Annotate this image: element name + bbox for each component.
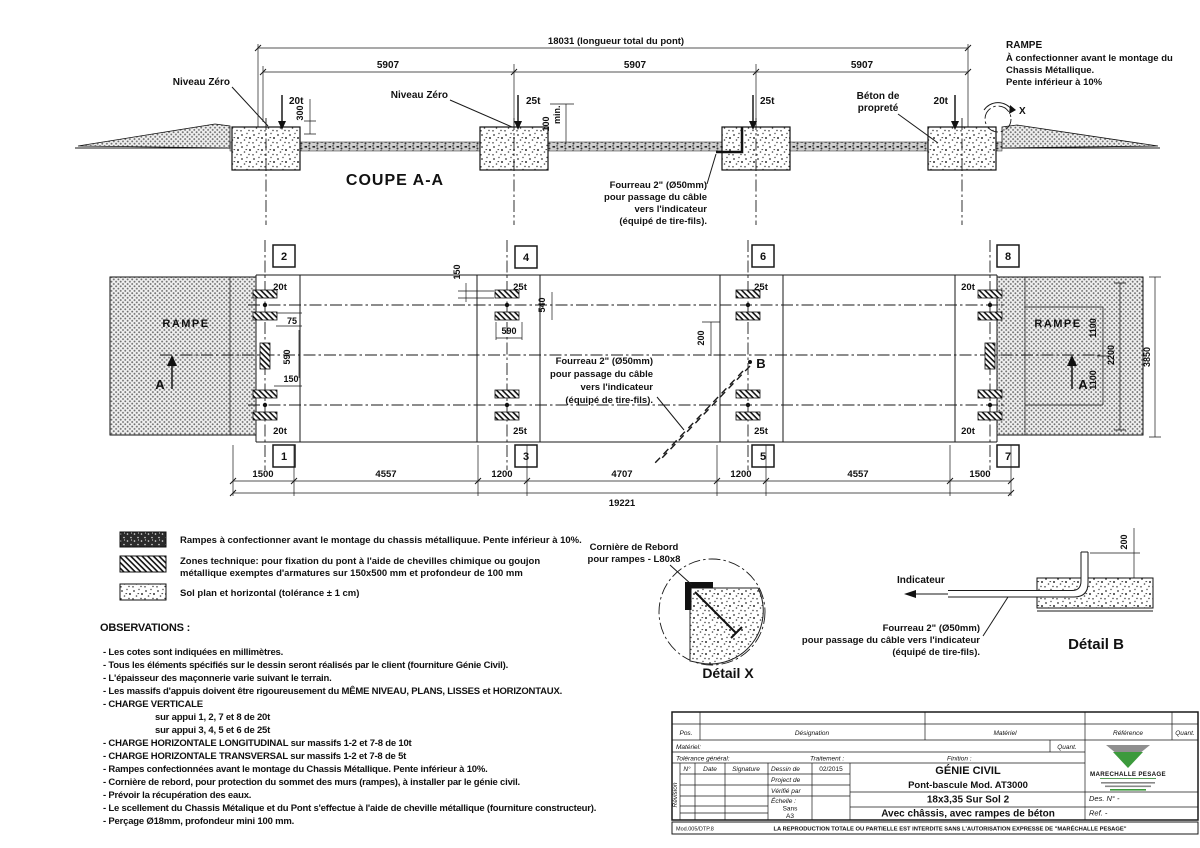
dim-total-19221: 19221	[608, 498, 636, 509]
tb-project-de: Project de	[771, 777, 801, 784]
plan-load-s78-top: 20t	[961, 282, 975, 293]
dim-span-1: 5907	[376, 60, 400, 71]
tb-materiel-label: Matériel:	[676, 744, 701, 751]
detail-b	[802, 528, 1153, 658]
observations	[100, 622, 596, 827]
dim-1100-top: 1100	[1088, 318, 1098, 338]
dim-150-top: 150	[452, 264, 462, 280]
observation-13: - Perçage Ø18mm, profondeur mini 100 mm.	[103, 816, 295, 827]
fourreau-note-p1: Fourreau 2" (Ø50mm)	[555, 356, 653, 367]
ramp-left-section	[78, 124, 230, 148]
dim-150-left: 150	[283, 374, 299, 384]
load-label-1: 20t	[289, 96, 304, 107]
legend-swatch-sol	[120, 584, 166, 600]
bottom-dim-0: 1500	[252, 469, 274, 480]
dim-total-pont: 18031 (longueur total du pont)	[547, 36, 685, 47]
bottom-dim-2: 1200	[491, 469, 513, 480]
plan-load-s56-top: 25t	[754, 282, 768, 293]
legend-item-3: Sol plan et horizontal (tolérance ± 1 cm)	[180, 588, 360, 599]
detail-b-dim-200: 200	[1119, 534, 1129, 550]
legend-swatch-rampes	[120, 532, 166, 547]
tb-echelle-label: Échelle :	[771, 798, 796, 805]
tb-header-materiel: Matériel	[993, 730, 1017, 737]
legend-swatch-zones	[120, 556, 166, 572]
corniere-note-2: pour rampes - L80x8	[587, 554, 681, 565]
corniere-note-1: Cornière de Rebord	[589, 542, 679, 553]
bottom-dim-6: 1500	[969, 469, 991, 480]
bottom-dim-5: 4557	[847, 469, 869, 480]
tb-verifie-par: Vérifié par	[771, 788, 801, 795]
dim-300: 300	[295, 105, 305, 121]
tb-header-reference: Référence	[1113, 730, 1143, 737]
rampe-note-2: À confectionner avant le montage du	[1006, 53, 1173, 64]
fourreau-note-b2: pour passage du câble vers l'indicateur	[801, 635, 980, 646]
fourreau-note-b3: (équipé de tire-fils).	[892, 647, 980, 658]
dim-span-2: 5907	[623, 60, 647, 71]
fourreau-note-c4: (équipé de tire-fils).	[619, 216, 707, 227]
bottom-dim-3: 4707	[611, 469, 633, 480]
tb-dessin-de: Dessin de	[771, 766, 800, 773]
load-label-2: 25t	[526, 96, 541, 107]
detail-b-title: Détail B	[1068, 636, 1124, 653]
load-label-4: 20t	[933, 96, 948, 107]
dim-100: 100	[541, 116, 551, 132]
rampe-note-1: RAMPE	[1006, 40, 1043, 51]
rampe-right-label: RAMPE	[1034, 318, 1082, 330]
observation-10: - Cornière de rebord, pour protection du sommet des murs (rampes), à installer par le génie civil.	[103, 777, 520, 788]
dim-200: 200	[696, 330, 706, 346]
legend-item-2b: métallique exemptes d'armatures sur 150x500 mm et profondeur de 100 mm	[180, 568, 523, 579]
tb-header-designation: Désignation	[794, 730, 830, 737]
fourreau-note-c3: vers l'indicateur	[634, 204, 707, 215]
observation-11: - Prévoir la récupération des eaux.	[103, 790, 252, 801]
tb-rev-no: N°	[683, 766, 691, 773]
legend-item-2a: Zones technique: pour fixation du pont à l'aide de chevilles chimique ou goujon	[180, 556, 541, 567]
legend	[120, 532, 582, 600]
beton-de-proprete-band	[230, 142, 1002, 151]
tb-ref: Ref. -	[1089, 808, 1108, 818]
plan-load-s56-bot: 25t	[754, 426, 768, 437]
tb-title1: GÉNIE CIVIL	[935, 765, 1001, 777]
rampe-left-label: RAMPE	[162, 318, 210, 330]
observation-1: - Tous les éléments spécifiés sur le dessin seront réalisés par le client (fourniture Génie Civil).	[103, 660, 509, 671]
tb-title2: Pont-bascule Mod. AT3000	[908, 780, 1028, 791]
observation-6: sur appui 3, 4, 5 et 6 de 25t	[155, 725, 271, 736]
ramp-left-plan	[110, 277, 256, 435]
plan-load-s34-bot: 25t	[513, 426, 527, 437]
tb-revision-label: Révision	[672, 782, 679, 808]
dim-540: 540	[537, 297, 547, 313]
bottom-dim-1: 4557	[375, 469, 397, 480]
observation-2: - L'épaisseur des maçonnerie varie suivant le terrain.	[103, 673, 332, 684]
dim-590-mid: 590	[501, 326, 517, 336]
dim-590-left: 590	[282, 349, 292, 365]
fourreau-note-b1: Fourreau 2" (Ø50mm)	[882, 623, 980, 634]
dim-100-min: min.	[552, 105, 562, 124]
ramp-right-section	[1002, 125, 1158, 148]
support-3: 3	[522, 451, 530, 463]
observation-3: - Les massifs d'appuis doivent être rigoureusement du MÊME NIVEAU, PLANS, LISSES et HORIZONTAUX.	[103, 686, 563, 697]
tb-footer: LA REPRODUCTION TOTALE OU PARTIELLE EST INTERDITE SANS L'AUTORISATION EXPRESSE DE "MARÉCHALLE PESAGE"	[773, 826, 1127, 833]
dim-2200: 2200	[1106, 344, 1116, 366]
tb-finition-label: Finition :	[947, 755, 972, 763]
plan-load-s78-bot: 20t	[961, 426, 975, 437]
fourreau-note-p3: vers l'indicateur	[580, 382, 653, 393]
plan-view	[110, 240, 1161, 509]
dim-3850: 3850	[1142, 346, 1152, 368]
tb-des-no: Des. N° -	[1089, 794, 1120, 803]
support-2: 2	[280, 251, 288, 263]
support-7: 7	[1004, 451, 1012, 463]
support-4: 4	[522, 252, 530, 264]
tb-header-pos: Pos.	[679, 730, 693, 737]
observation-12: - Le scellement du Chassis Métalique et du Pont s'effectue à l'aide de cheville métallique (fourniture constructeur).	[103, 803, 597, 814]
detail-x	[588, 542, 765, 681]
support-8: 8	[1004, 251, 1012, 263]
tb-subtitle1: 18x3,35 Sur Sol 2	[926, 794, 1010, 806]
coupe-title: COUPE A-A	[345, 172, 445, 189]
point-b-label: B	[756, 356, 766, 371]
coupe-section	[75, 36, 1173, 227]
beton-proprete-label-2: propreté	[857, 103, 899, 114]
support-1: 1	[280, 451, 288, 463]
title-block	[672, 712, 1198, 834]
support-6: 6	[759, 251, 767, 263]
observation-7: - CHARGE HORIZONTALE LONGITUDINAL sur massifs 1-2 et 7-8 de 10t	[103, 738, 412, 749]
observation-9: - Rampes confectionnées avant le montage du Chassis Métallique. Pente inférieur à 10%.	[103, 764, 488, 775]
tb-format: A3	[786, 813, 794, 820]
tb-dessin-date: 02/2015	[819, 766, 843, 773]
observation-0: - Les cotes sont indiquées en millimètres.	[103, 647, 284, 658]
fourreau-note-p2: pour passage du câble	[550, 369, 653, 380]
dim-span-3: 5907	[850, 60, 874, 71]
support-5: 5	[759, 451, 767, 463]
dim-1100-bottom: 1100	[1088, 370, 1098, 390]
observations-title: OBSERVATIONS :	[100, 622, 191, 634]
fourreau-note-c2: pour passage du câble	[604, 192, 707, 203]
plan-load-s12-top: 20t	[273, 282, 287, 293]
bottom-dim-4: 1200	[730, 469, 752, 480]
tb-rev-signature: Signature	[732, 766, 760, 773]
load-label-3: 25t	[760, 96, 775, 107]
tb-echelle-value: Sans	[782, 805, 798, 813]
tb-company: MARECHALLE PESAGE	[1090, 771, 1166, 778]
observation-5: sur appui 1, 2, 7 et 8 de 20t	[155, 712, 271, 723]
section-a-right: A	[1078, 377, 1088, 392]
plan-load-s12-bot: 20t	[273, 426, 287, 437]
legend-item-1: Rampes à confectionner avant le montage du chassis métalliquue. Pente inférieur à 10%.	[180, 535, 582, 546]
section-a-left: A	[155, 377, 165, 392]
fourreau-note-c1: Fourreau 2" (Ø50mm)	[609, 180, 707, 191]
tb-header-quant: Quant.	[1175, 730, 1195, 737]
rampe-note-3: Chassis Métallique.	[1006, 65, 1095, 76]
tb-rev-date: Date	[703, 766, 717, 773]
observation-8: - CHARGE HORIZONTALE TRANSVERSAL sur massifs 1-2 et 7-8 de 5t	[103, 751, 407, 762]
indicateur-label: Indicateur	[897, 575, 945, 586]
detail-x-marker: X	[1019, 106, 1026, 117]
observation-4: - CHARGE VERTICALE	[103, 699, 203, 710]
company-logo	[1100, 745, 1156, 791]
detail-x-title: Détail X	[702, 665, 754, 681]
ramp-right-plan	[997, 277, 1143, 435]
niveau-zero-label-2: Niveau Zéro	[390, 90, 448, 101]
tb-doc-code: Mod.005/DTP.8	[676, 826, 714, 833]
rampe-note-4: Pente inférieur à 10%	[1006, 77, 1103, 88]
niveau-zero-label-1: Niveau Zéro	[172, 77, 230, 88]
beton-proprete-label-1: Béton de	[856, 91, 900, 102]
dim-75: 75	[286, 316, 298, 326]
tb-quant-label: Quant.	[1057, 744, 1077, 751]
fourreau-note-p4: (équipé de tire-fils).	[565, 395, 653, 406]
tb-tolerance-label: Tolérance général:	[676, 755, 730, 763]
tb-subtitle2: Avec châssis, avec rampes de béton	[881, 808, 1055, 820]
plan-load-s34-top: 25t	[513, 282, 527, 293]
tb-traitement-label: Traitement :	[810, 755, 845, 763]
